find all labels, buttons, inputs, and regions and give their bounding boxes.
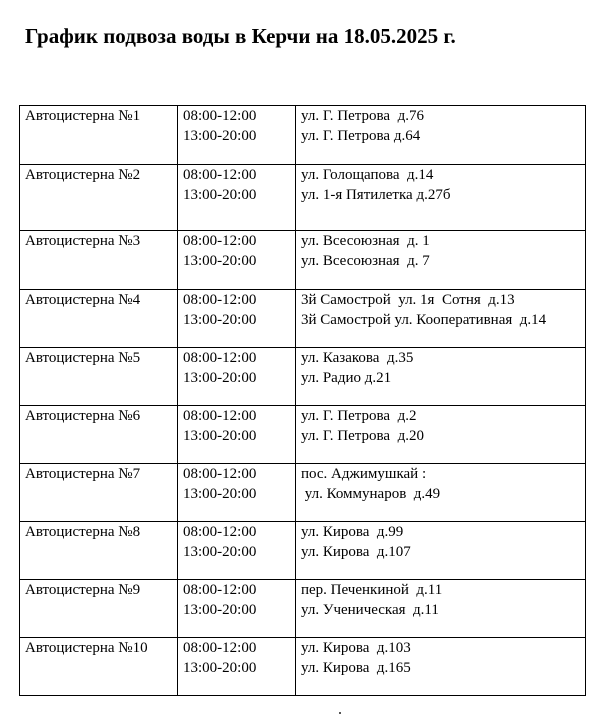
address-line: ул. Всесоюзная д. 1 [301, 233, 430, 249]
address-cell [296, 231, 586, 290]
table-row [20, 580, 586, 638]
time-slot: 08:00-12:00 [183, 640, 257, 656]
truck-name: Автоцистерна №1 [25, 108, 141, 124]
table-row [20, 106, 586, 165]
address-line: 3й Самострой ул. 1я Сотня д.13 [301, 292, 515, 308]
time-slot: 08:00-12:00 [183, 350, 257, 366]
time-cell [178, 406, 296, 464]
time-slot: 08:00-12:00 [183, 582, 257, 598]
time-slot: 08:00-12:00 [183, 408, 257, 424]
time-cell [178, 522, 296, 580]
time-cell [178, 231, 296, 290]
truck-name: Автоцистерна №4 [25, 292, 141, 308]
truck-name: Автоцистерна №8 [25, 524, 141, 540]
truck-name: Автоцистерна №9 [25, 582, 141, 598]
address-line: ул. Всесоюзная д. 7 [301, 253, 430, 269]
time-slot: 13:00-20:00 [183, 187, 257, 203]
truck-cell [20, 348, 178, 406]
truck-cell [20, 106, 178, 165]
address-cell [296, 406, 586, 464]
address-cell [296, 165, 586, 231]
page-title: График подвоза воды в Керчи на 18.05.2025 г. [25, 24, 456, 48]
address-line: ул. Г. Петрова д.20 [301, 428, 424, 444]
address-cell [296, 580, 586, 638]
address-cell [296, 348, 586, 406]
address-line: ул. Казакова д.35 [301, 350, 414, 366]
truck-cell [20, 165, 178, 231]
truck-cell [20, 290, 178, 348]
time-cell [178, 348, 296, 406]
time-slot: 08:00-12:00 [183, 292, 257, 308]
address-cell [296, 638, 586, 696]
address-line: пос. Аджимушкай : [301, 466, 427, 482]
truck-cell [20, 638, 178, 696]
address-line: ул. Г. Петрова д.64 [301, 128, 421, 144]
truck-name: Автоцистерна №10 [25, 640, 148, 656]
time-cell [178, 165, 296, 231]
truck-name: Автоцистерна №2 [25, 167, 141, 183]
truck-name: Автоцистерна №5 [25, 350, 141, 366]
time-slot: 13:00-20:00 [183, 602, 257, 618]
address-line: ул. Кирова д.107 [301, 544, 411, 560]
address-cell [296, 106, 586, 165]
address-line: 3й Самострой ул. Кооперативная д.14 [301, 312, 547, 328]
address-line: ул. Г. Петрова д.2 [301, 408, 417, 424]
address-line: пер. Печенкиной д.11 [301, 582, 443, 598]
time-slot: 13:00-20:00 [183, 486, 257, 502]
address-line: ул. Кирова д.103 [301, 640, 411, 656]
time-slot: 13:00-20:00 [183, 660, 257, 676]
address-cell [296, 290, 586, 348]
table-row [20, 348, 586, 406]
truck-cell [20, 464, 178, 522]
table-row [20, 522, 586, 580]
time-cell [178, 638, 296, 696]
time-slot: 13:00-20:00 [183, 128, 257, 144]
truck-name: Автоцистерна №6 [25, 408, 141, 424]
stray-dot [339, 712, 341, 714]
time-cell [178, 580, 296, 638]
address-line: ул. 1-я Пятилетка д.27б [301, 187, 451, 203]
time-slot: 13:00-20:00 [183, 253, 257, 269]
time-slot: 13:00-20:00 [183, 312, 257, 328]
table-row [20, 290, 586, 348]
time-cell [178, 290, 296, 348]
address-line: ул. Кирова д.99 [301, 524, 404, 540]
table-row [20, 231, 586, 290]
truck-cell [20, 406, 178, 464]
time-slot: 08:00-12:00 [183, 233, 257, 249]
time-slot: 13:00-20:00 [183, 544, 257, 560]
table-row [20, 638, 586, 696]
time-slot: 13:00-20:00 [183, 370, 257, 386]
address-line: ул. Голощапова д.14 [301, 167, 434, 183]
table-row [20, 406, 586, 464]
address-line: ул. Ученическая д.11 [301, 602, 439, 618]
address-line: ул. Коммунаров д.49 [301, 486, 441, 502]
truck-cell [20, 522, 178, 580]
truck-cell [20, 231, 178, 290]
address-cell [296, 522, 586, 580]
address-line: ул. Г. Петрова д.76 [301, 108, 424, 124]
time-cell [178, 106, 296, 165]
time-slot: 08:00-12:00 [183, 108, 257, 124]
truck-name: Автоцистерна №3 [25, 233, 141, 249]
truck-name: Автоцистерна №7 [25, 466, 141, 482]
time-slot: 13:00-20:00 [183, 428, 257, 444]
truck-cell [20, 580, 178, 638]
time-slot: 08:00-12:00 [183, 466, 257, 482]
address-cell [296, 464, 586, 522]
table-row [20, 464, 586, 522]
time-cell [178, 464, 296, 522]
time-slot: 08:00-12:00 [183, 167, 257, 183]
table-row [20, 165, 586, 231]
address-line: ул. Кирова д.165 [301, 660, 411, 676]
time-slot: 08:00-12:00 [183, 524, 257, 540]
address-line: ул. Радио д.21 [301, 370, 392, 386]
schedule-body [20, 106, 586, 696]
water-schedule-table [19, 105, 586, 696]
